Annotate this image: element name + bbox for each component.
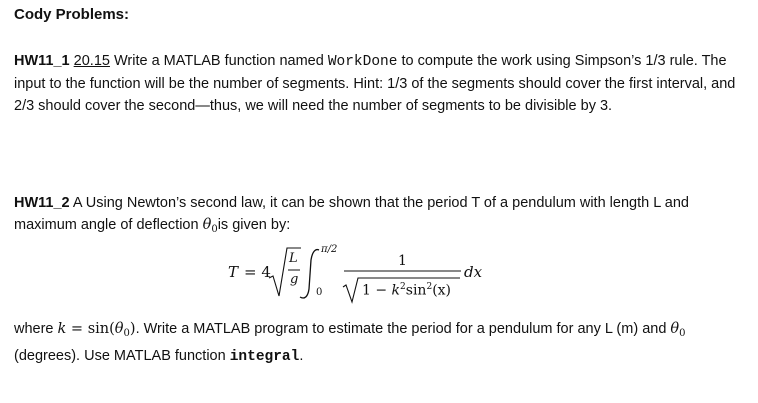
function-name: WorkDone: [327, 54, 398, 70]
formula-dx: dx: [464, 263, 483, 281]
theta-symbol: θ: [202, 217, 212, 233]
problem-text-body: to compute the work using Simpson’s 1/3 rule. The input to the function will be the number of segments. Hint: 1/3 of the segments should cover the first interval, and 2/3 should cover the second—thus, we will need the number of segments to be divisible by 3.: [14, 53, 736, 114]
problem-text-end: is given by:: [217, 217, 291, 233]
formula-upper-limit: π/2: [321, 244, 338, 255]
problem-text-intro: Write a MATLAB function named: [109, 53, 328, 69]
function-name: integral: [229, 349, 300, 365]
problem-text-intro: A Using Newton’s second law, it can be shown that the period T of a pendulum with length L and maximum angle of deflection: [14, 195, 689, 233]
problem-reference-link[interactable]: 20.15: [73, 53, 110, 69]
problem-id: HW11_1: [14, 53, 70, 69]
theta-symbol: θ: [670, 321, 680, 337]
page-title: Cody Problems:: [14, 6, 130, 23]
problem-hw11-2-instructions: where $k = \sin(\theta_0)$. Write a MATLAB program to estimate the period for a pendulum for any L (m) and $\theta_0$ (degrees). Use MATLAB function integral.: [14, 321, 686, 365]
theta-symbol: θ: [114, 321, 124, 337]
theta-subscript: 0: [211, 224, 218, 235]
formula-denominator: $1 - k^2\sin^2(x)$: [362, 282, 452, 299]
formula-numerator: 1: [398, 253, 407, 269]
formula-g: g: [290, 272, 299, 287]
problem-id: HW11_2: [14, 195, 70, 211]
formula-equals-four: = 4: [244, 263, 271, 281]
formula-L: L: [289, 251, 298, 266]
formula-T: T: [228, 263, 239, 281]
formula-lower-limit: 0: [316, 287, 323, 298]
k-symbol: k: [57, 321, 67, 337]
